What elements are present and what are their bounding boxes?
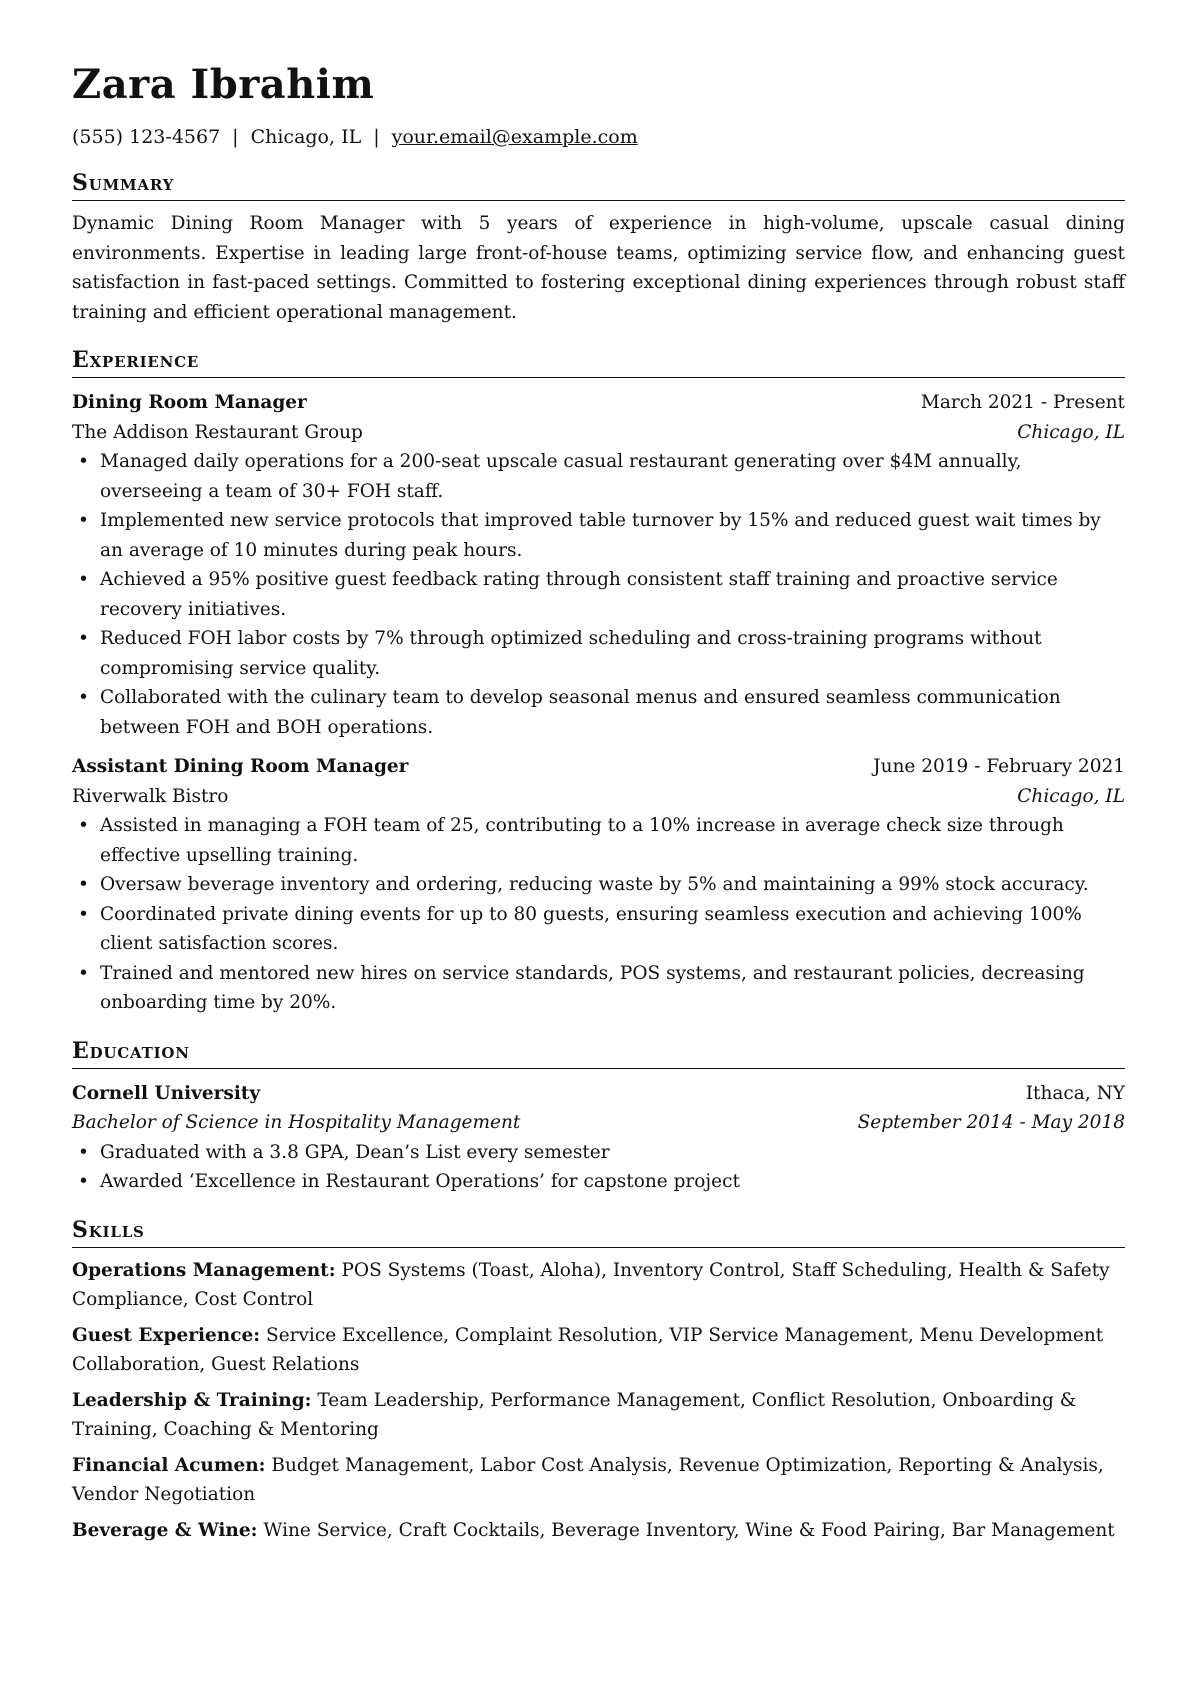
education-entry	[72, 1079, 1125, 1197]
job-dates: June 2019 - February 2021	[873, 756, 1125, 777]
list-item: • Managed daily operations for a 200-seat upscale casual restaurant generating over $4M annually, overseeing a team of 30+ FOH staff.	[72, 447, 1125, 506]
skill-text: Wine Service, Craft Cocktails, Beverage Inventory, Wine & Food Pairing, Bar Management	[263, 1519, 1115, 1541]
resume-page	[72, 58, 1125, 1545]
skills-heading: Skills	[72, 1215, 1125, 1248]
company-name: The Addison Restaurant Group	[72, 421, 363, 443]
skill-text: POS Systems (Toast, Aloha), Inventory Control, Staff Scheduling, Health & Safety Compliance, Cost Control	[72, 1259, 1110, 1310]
job-location: Chicago, IL	[1017, 421, 1125, 443]
summary-text: Dynamic Dining Room Manager with 5 years of experience in high-volume, upscale casual dining environments. Expertise in leading large front-of-house teams, optimizing service flow, and enhancing guest satisfaction in fast-paced settings. Committed to fostering exceptional dining experiences through robust staff training and efficient operational management.	[72, 213, 1125, 323]
skills-list	[72, 1256, 1125, 1546]
location: Chicago, IL	[250, 126, 362, 148]
job-bullets	[72, 447, 1125, 742]
list-item: • Coordinated private dining events for up to 80 guests, ensuring seamless execution and achieving 100% client satisfaction scores.	[72, 900, 1125, 959]
degree: Bachelor of Science in Hospitality Management	[72, 1112, 521, 1133]
list-item: • Awarded ‘Excellence in Restaurant Operations’ for capstone project	[72, 1167, 1125, 1197]
list-item: • Oversaw beverage inventory and ordering, reducing waste by 5% and maintaining a 99% stock accuracy.	[72, 870, 1125, 900]
skill-label: Beverage & Wine:	[72, 1519, 258, 1541]
list-item: • Assisted in managing a FOH team of 25, contributing to a 10% increase in average check size through effective upselling training.	[72, 811, 1125, 870]
job-entry	[72, 752, 1125, 1018]
skill-text: Budget Management, Labor Cost Analysis, Revenue Optimization, Reporting & Analysis, Vendor Negotiation	[72, 1454, 1104, 1505]
job-title: Dining Room Manager	[72, 392, 307, 413]
contact-separator: |	[373, 126, 380, 148]
skill-label: Financial Acumen:	[72, 1454, 266, 1476]
list-item: • Achieved a 95% positive guest feedback rating through consistent staff training and proactive service recovery initiatives.	[72, 565, 1125, 624]
experience-heading: Experience	[72, 345, 1125, 378]
education-heading: Education	[72, 1036, 1125, 1069]
education-dates: September 2014 - May 2018	[857, 1112, 1125, 1133]
school-name: Cornell University	[72, 1082, 261, 1104]
school-location: Ithaca, NY	[1025, 1082, 1125, 1104]
skill-label: Operations Management:	[72, 1259, 336, 1281]
job-entry	[72, 388, 1125, 742]
skill-label: Leadership & Training:	[72, 1389, 312, 1411]
list-item: • Collaborated with the culinary team to develop seasonal menus and ensured seamless communication between FOH and BOH operations.	[72, 683, 1125, 742]
skill-group	[72, 1516, 1125, 1546]
candidate-name: Zara Ibrahim	[72, 61, 375, 108]
list-item: • Trained and mentored new hires on service standards, POS systems, and restaurant policies, decreasing onboarding time by 20%.	[72, 959, 1125, 1018]
skill-text: Service Excellence, Complaint Resolution, VIP Service Management, Menu Development Collaboration, Guest Relations	[72, 1324, 1104, 1375]
education-bullets	[72, 1138, 1125, 1197]
skill-group	[72, 1451, 1125, 1510]
skill-label: Guest Experience:	[72, 1324, 261, 1346]
phone-number: (555) 123-4567	[72, 126, 221, 148]
skill-text: Team Leadership, Performance Management, Conflict Resolution, Onboarding & Training, Coaching & Mentoring	[72, 1389, 1077, 1440]
job-location: Chicago, IL	[1017, 785, 1125, 807]
summary-heading: Summary	[72, 168, 1125, 201]
job-dates: March 2021 - Present	[920, 392, 1125, 413]
list-item: • Graduated with a 3.8 GPA, Dean’s List every semester	[72, 1138, 1125, 1168]
skill-group	[72, 1321, 1125, 1380]
list-item: • Reduced FOH labor costs by 7% through optimized scheduling and cross-training programs without compromising service quality.	[72, 624, 1125, 683]
email-link[interactable]: your.email@example.com	[391, 126, 638, 148]
job-title: Assistant Dining Room Manager	[72, 756, 409, 777]
company-name: Riverwalk Bistro	[72, 785, 229, 807]
list-item: • Implemented new service protocols that improved table turnover by 15% and reduced guest wait times by an average of 10 minutes during peak hours.	[72, 506, 1125, 565]
skill-group	[72, 1386, 1125, 1445]
contact-separator: |	[232, 126, 239, 148]
skill-group	[72, 1256, 1125, 1315]
job-bullets	[72, 811, 1125, 1018]
contact-line	[72, 124, 1125, 150]
